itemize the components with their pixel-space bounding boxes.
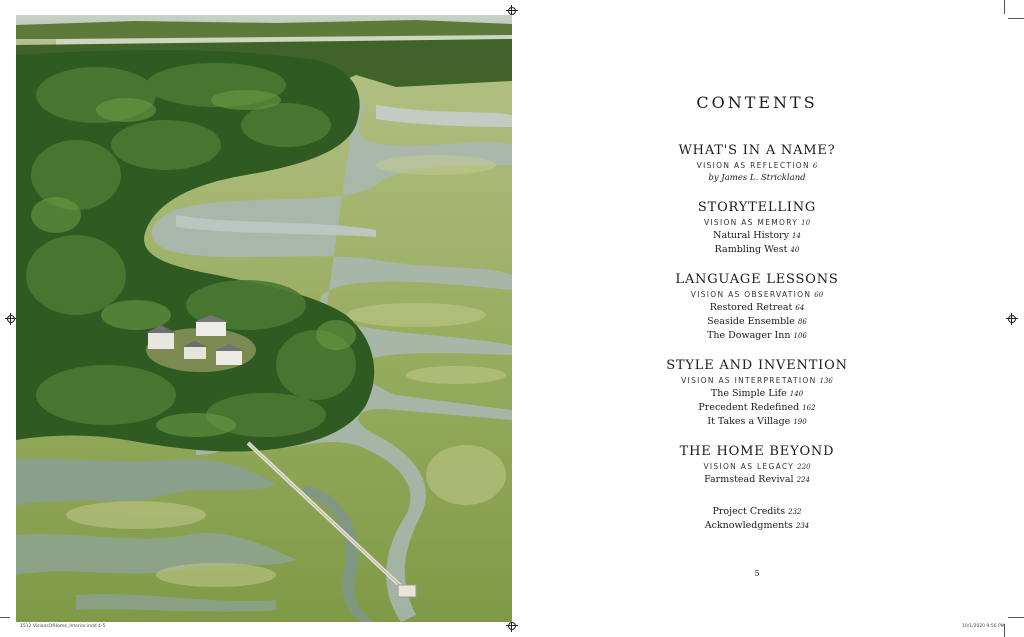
page-number: 234 [795, 522, 810, 530]
section-title: WHAT'S IN A NAME? [678, 143, 836, 158]
toc-section [640, 142, 874, 185]
crop-mark [1008, 18, 1024, 19]
toc-item-label: Farmstead Revival [704, 474, 794, 485]
page-number: 136 [819, 377, 833, 385]
section-subtitle-text: VISION AS INTERPRETATION [681, 376, 817, 385]
toc-item [640, 315, 874, 329]
toc-item-label: The Dowager Inn [707, 330, 791, 341]
page-number: 64 [795, 304, 805, 312]
page-number: 60 [814, 291, 824, 299]
page-number: 10 [801, 219, 811, 227]
toc-item [640, 387, 874, 401]
page-number: 232 [788, 508, 802, 516]
section-subtitle-text: VISION AS MEMORY [703, 218, 799, 227]
toc-item [640, 401, 874, 415]
toc-item-label: Restored Retreat [709, 302, 793, 313]
page-number: 140 [789, 390, 804, 398]
page-number: 190 [793, 418, 807, 426]
toc-section [640, 199, 874, 257]
section-subtitle [640, 289, 874, 301]
crop-mark [1008, 617, 1024, 618]
toc-item [640, 301, 874, 315]
toc-item-label: Seaside Ensemble [707, 316, 795, 327]
section-subtitle [640, 160, 874, 172]
toc-item [640, 243, 874, 257]
section-subtitle-text: VISION AS OBSERVATION [690, 290, 812, 299]
author-byline: by James L. Strickland [708, 173, 806, 183]
table-of-contents [640, 90, 874, 533]
page-number: 220 [797, 463, 811, 471]
toc-section [640, 271, 874, 343]
aerial-marsh-estate-photo [16, 15, 512, 622]
toc-section [640, 443, 874, 487]
page-number: 6 [812, 162, 818, 170]
toc-item-label: Natural History [713, 230, 789, 241]
section-subtitle [640, 375, 874, 387]
section-title: STYLE AND INVENTION [666, 358, 848, 373]
toc-item [640, 329, 874, 343]
toc-item-label: Precedent Redefined [698, 402, 800, 413]
section-subtitle-text: VISION AS REFLECTION [696, 161, 810, 170]
back-matter [640, 505, 874, 533]
toc-item-label: Rambling West [714, 244, 788, 255]
section-subtitle-text: VISION AS LEGACY [703, 462, 795, 471]
page-number: 162 [802, 404, 816, 412]
toc-item-label: Project Credits [712, 506, 786, 517]
toc-item [640, 519, 874, 533]
registration-mark [1006, 313, 1018, 325]
toc-item [640, 505, 874, 519]
toc-section [640, 357, 874, 429]
toc-item [640, 473, 874, 487]
page-number: 106 [793, 332, 807, 340]
section-subtitle [640, 217, 874, 229]
toc-item [640, 415, 874, 429]
toc-item [640, 229, 874, 243]
toc-item-label: Acknowledgments [704, 520, 793, 531]
section-title: STORYTELLING [697, 200, 817, 215]
page-number: 40 [790, 246, 800, 254]
section-title: THE HOME BEYOND [679, 444, 835, 459]
page-folio: 5 [754, 569, 760, 578]
crop-mark [1004, 0, 1005, 14]
toc-item-label: It Takes a Village [707, 416, 791, 427]
page-number: 14 [791, 232, 801, 240]
toc-item-label: The Simple Life [710, 388, 787, 399]
print-slug-date: 10/1/2020 9:56 PM [962, 624, 1005, 629]
section-title: LANGUAGE LESSONS [675, 272, 839, 287]
page-number: 224 [796, 476, 810, 484]
print-slug-file: 1512 VisionsOfHome_Interior.indd 4-5 [20, 624, 106, 629]
section-subtitle [640, 461, 874, 473]
contents-heading: CONTENTS [696, 93, 818, 112]
crop-mark [0, 617, 10, 618]
page-number: 86 [797, 318, 807, 326]
